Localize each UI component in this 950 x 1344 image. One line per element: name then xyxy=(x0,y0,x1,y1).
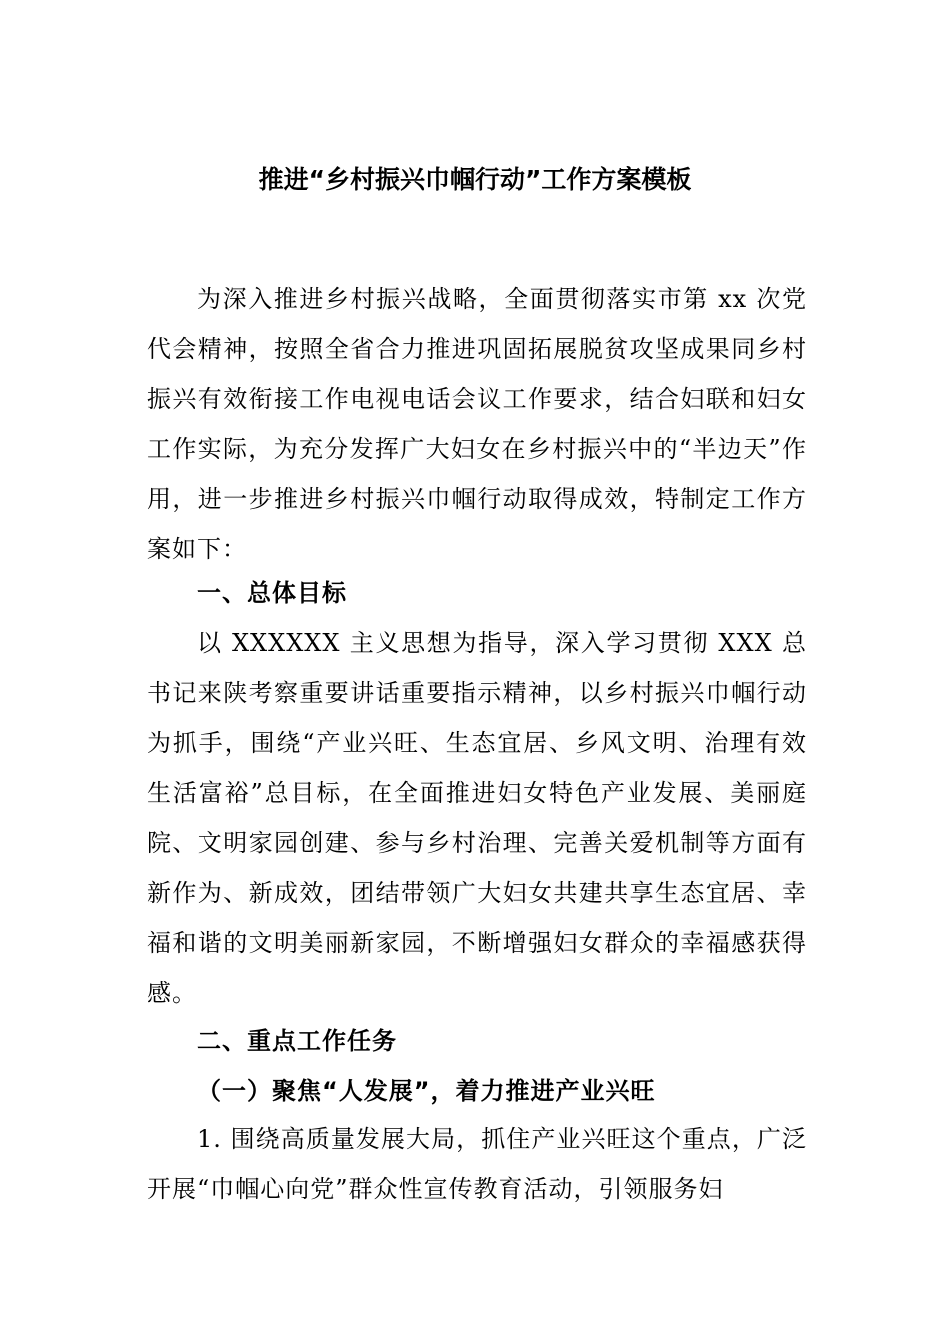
section-2-item-1-block xyxy=(147,1114,807,1214)
intro-paragraph-block xyxy=(147,274,807,574)
section-2-heading: 二、重点工作任务 xyxy=(197,1027,397,1055)
document-title: 推进“乡村振兴巾帼行动”工作方案模板 xyxy=(258,165,692,194)
section-2-item-1: 1. 围绕高质量发展大局，抓住产业兴旺这个重点，广泛开展“巾帼心向党”群众性宣传教育活动，引领服务妇 xyxy=(147,1125,807,1203)
intro-paragraph: 为深入推进乡村振兴战略，全面贯彻落实市第 xx 次党代会精神，按照全省合力推进巩固拓展脱贫攻坚成果同乡村振兴有效衔接工作电视电话会议工作要求，结合妇联和妇女工作实际，为充分发挥广大妇女在乡村振兴中的“半边天”作用，进一步推进乡村振兴巾帼行动取得成效，特制定工作方案如下： xyxy=(147,285,807,563)
section-1-heading: 一、总体目标 xyxy=(197,579,347,607)
section-1-paragraph: 以 XXXXXX 主义思想为指导，深入学习贯彻 XXX 总书记来陕考察重要讲话重要指示精神，以乡村振兴巾帼行动为抓手，围绕“产业兴旺、生态宜居、乡风文明、治理有效生活富裕”总目标，在全面推进妇女特色产业发展、美丽庭院、文明家园创建、参与乡村治理、完善关爱机制等方面有新作为、新成效，团结带领广大妇女共建共享生态宜居、幸福和谐的文明美丽新家园，不断增强妇女群众的幸福感获得感。 xyxy=(147,629,807,1007)
section-1-body-block xyxy=(147,618,807,1018)
section-2-subheading-1: （一）聚焦“人发展”，着力推进产业兴旺 xyxy=(197,1077,656,1105)
